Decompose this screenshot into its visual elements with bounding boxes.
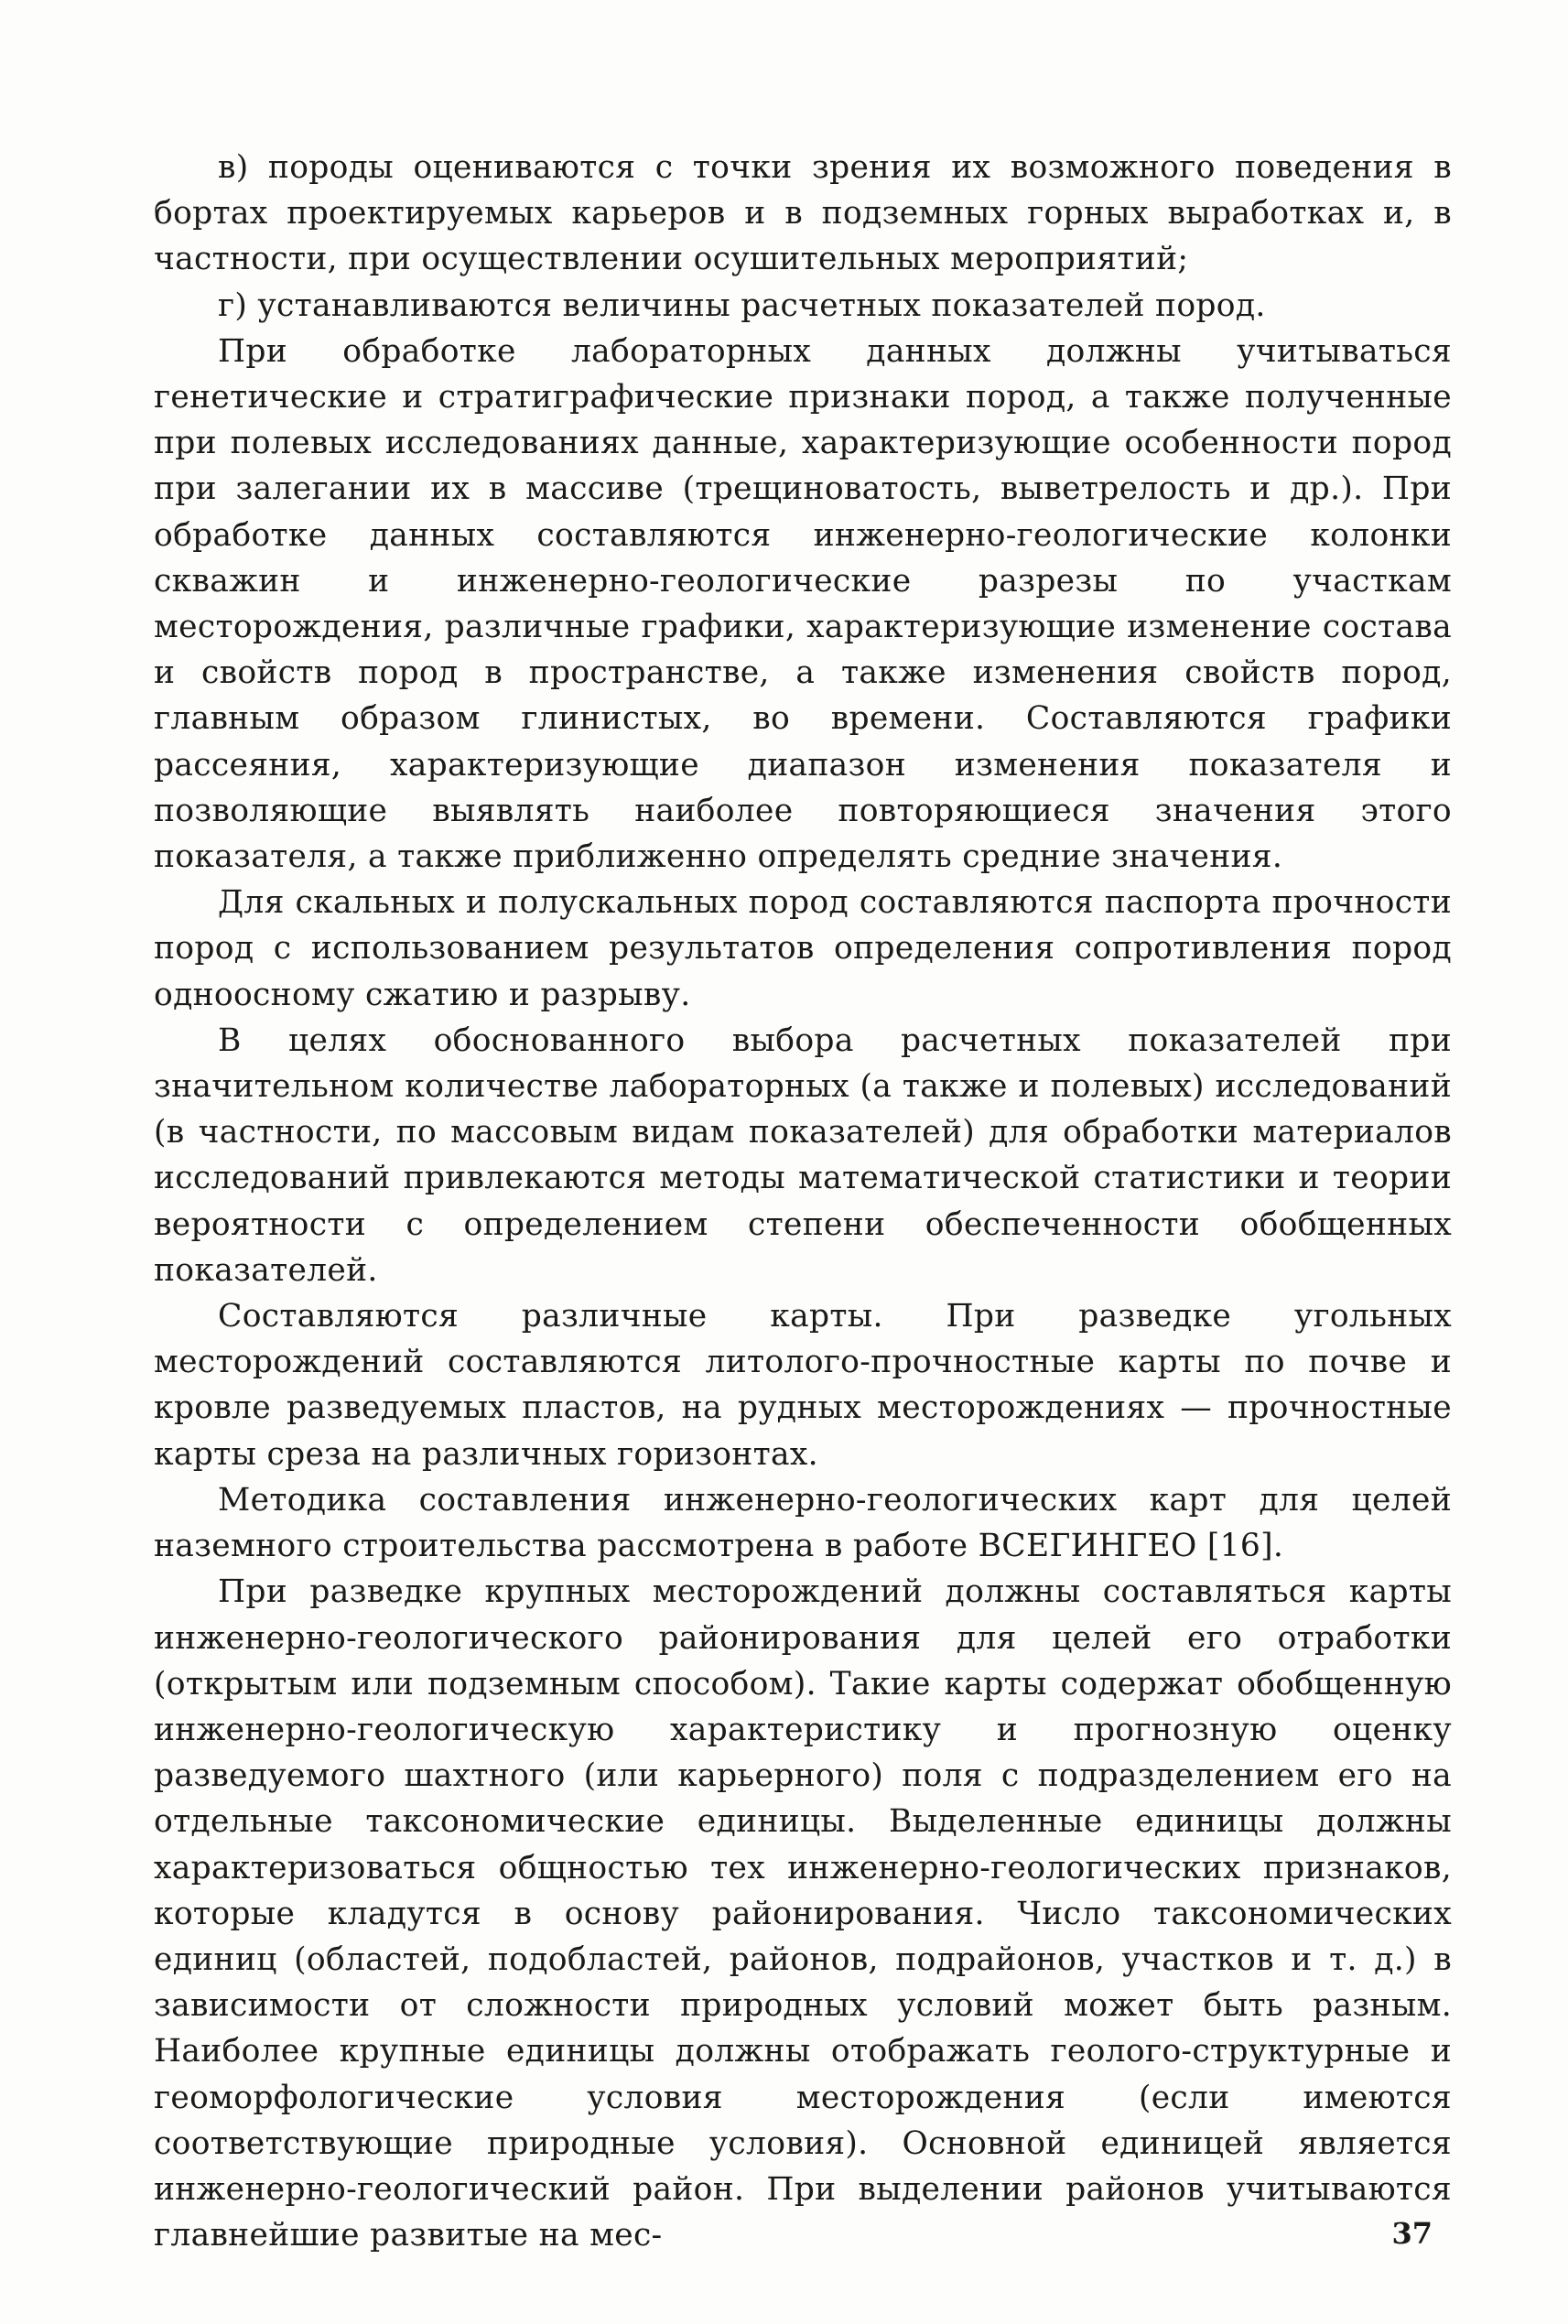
body-text xyxy=(154,145,1452,2258)
paragraph-statistics-methods: В целях обоснованного выбора расчетных показателей при значительном количестве лабораторных (а также и полевых) исследований (в частности, по массовым видам показателей) для обработки материалов исследований привлекаются методы математической статистики и теории вероятности с определением степени обеспеченности обобщенных показателей. xyxy=(154,1021,1452,1289)
paragraph-v: в) породы оцениваются с точки зрения их возможного поведения в бортах проектируемых карьеров и в подземных горных выработках и, в частности, при осуществлении осушительных мероприятий; xyxy=(154,149,1452,278)
page-number: 37 xyxy=(1391,2216,1433,2251)
paragraph-rock-strength-passports: Для скальных и полускальных пород составляются паспорта прочности пород с использованием результатов определения сопротивления пород одноосному сжатию и разрыву. xyxy=(154,884,1452,1013)
paragraph-maps: Составляются различные карты. При разведке угольных месторождений составляются литолого-прочностные карты по почве и кровле разведуемых пластов, на рудных месторождениях — прочностные карты среза на различных горизонтах. xyxy=(154,1298,1452,1473)
paragraph-mapping-method: Методика составления инженерно-геологических карт для целей наземного строительства рассмотрена в работе ВСЕГИНГЕО [16]. xyxy=(154,1481,1452,1565)
paragraph-lab-data-processing: При обработке лабораторных данных должны учитываться генетические и стратиграфические признаки пород, а также полученные при полевых исследованиях данные, характеризующие особенности пород при залегании их в массиве (трещиноватость, выветрелость и др.). При обработке данных составляются инженерно-геологические колонки скважин и инженерно-геологические разрезы по участкам месторождения, различные графики, характеризующие изменение состава и свойств пород в пространстве, а также изменения свойств пород, главным образом глинистых, во времени. Составляются графики рассеяния, характеризующие диапазон изменения показателя и позволяющие выявлять наиболее повторяющиеся значения этого показателя, а также приближенно определять средние значения. xyxy=(154,332,1452,876)
paragraph-g: г) устанавливаются величины расчетных показателей пород. xyxy=(218,286,1266,324)
paragraph-zoning-maps: При разведке крупных месторождений должны составляться карты инженерно-геологического районирования для целей его отработки (открытым или подземным способом). Такие карты содержат обобщенную инженерно-геологическую характеристику и прогнозную оценку разведуемого шахтного (или карьерного) поля с подразделением его на отдельные таксономические единицы. Выделенные единицы должны характеризоваться общностью тех инженерно-геологических признаков, которые кладутся в основу районирования. Число таксономических единиц (областей, подобластей, районов, подрайонов, участков и т. д.) в зависимости от сложности природных условий может быть разным. Наиболее крупные единицы должны отображать геолого-структурные и геоморфологические условия месторождения (если имеются соответствующие природные условия). Основной единицей является инженерно-геологический район. При выделении районов учитываются главнейшие развитые на мес- xyxy=(154,1573,1452,2254)
